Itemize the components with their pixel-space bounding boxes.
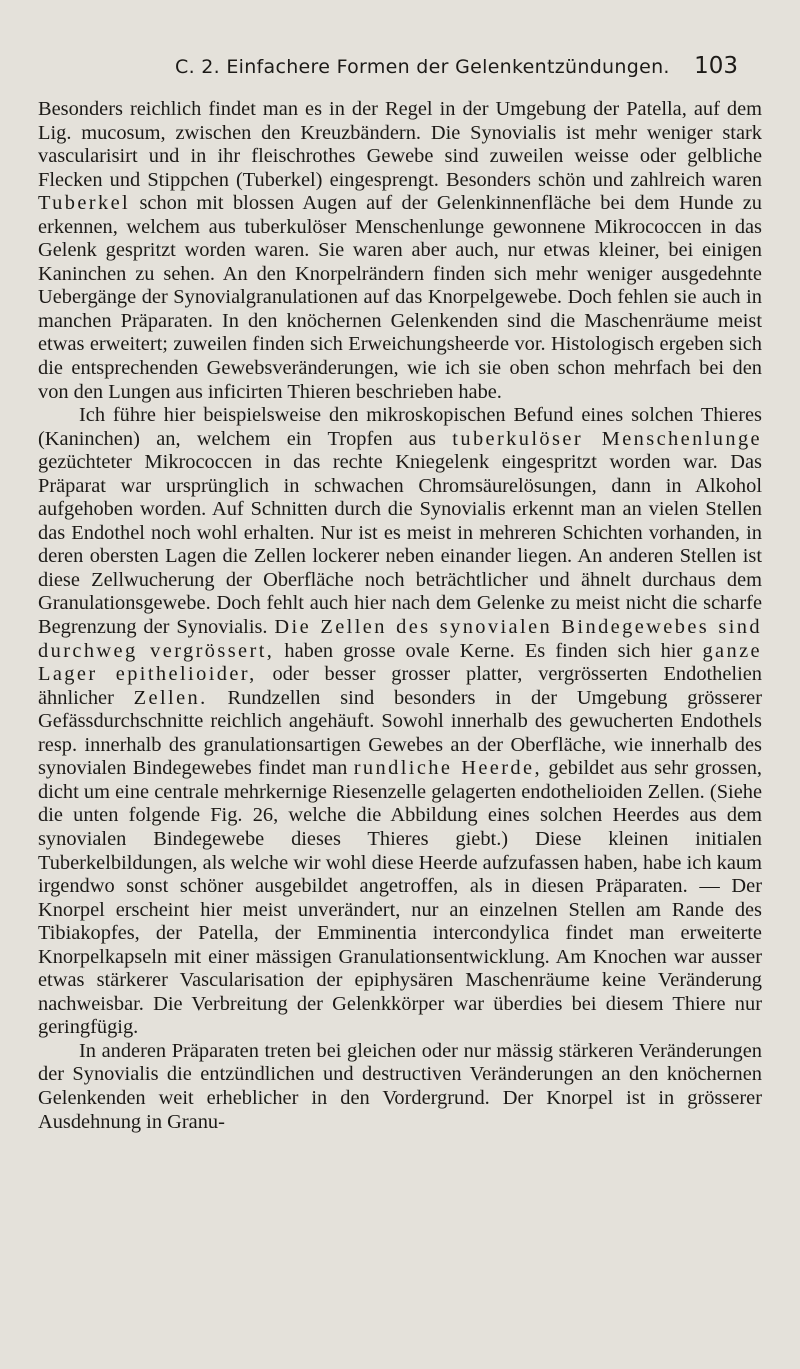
text-run: gebildet aus sehr grossen, dicht um eine centrale mehrkernige Riesenzelle gelagerten endothelioiden Zellen. (Siehe die unten folgende Fig. 26, welche die Abbildung eines solchen Heerdes aus dem synovialen Bindegewebe dieses Thieres giebt.) Diese kleinen initialen Tuberkelbildungen, als welche wir wohl diese Heerde aufzufassen haben, habe ich kaum irgendwo sonst schöner ausgebildet angetroffen, als in diesen Präparaten. — Der Knorpel erscheint hier meist unverändert, nur an einzelnen Stellen am Rande des Tibiakopfes, der Patella, der Emminentia intercondylica findet man erweiterte Knorpelkapseln mit einer mässigen Granulationsentwicklung. Am Knochen war ausser etwas stärkerer Vascularisation der epiphysären Maschenräume keine Veränderung nachweisbar. Die Verbreitung der Gelenkkörper war überdies bei diesem Thiere nur geringfügig. bbox=[38, 757, 762, 1039]
emphasized-text: ganze Lager epithelioider, bbox=[38, 639, 762, 686]
running-header bbox=[0, 53, 800, 96]
text-run: Rundzellen sind besonders in der Umgebung grösserer Gefässdurchschnitte reichlich angehäuft. Sowohl innerhalb des gewucherten Endothels resp. innerhalb des granulationsartigen Gewebes an der Oberfläche, wie innerhalb des synovialen Bindegewebes findet man bbox=[38, 686, 762, 780]
paragraph bbox=[38, 98, 762, 404]
body-text bbox=[38, 98, 762, 1134]
text-run: Besonders reichlich findet man es in der Regel in der Umgebung der Patella, auf dem Lig. mucosum, zwischen den Kreuzbändern. Die Synovialis ist mehr weniger stark vascularisirt und in ihr fleischrothes Gewebe sind zuweilen weisse oder gelbliche Flecken und Stippchen (Tuberkel) eingesprengt. Besonders schön und zahlreich waren bbox=[38, 98, 762, 191]
paragraph bbox=[38, 1040, 762, 1134]
text-run: haben grosse ovale Kerne. Es finden sich hier bbox=[274, 639, 703, 662]
text-run: gezüchteter Mikrococcen in das rechte Kniegelenk eingespritzt worden war. Das Präparat war ursprünglich in schwachen Chromsäurelösungen, dann in Alkohol aufgehoben worden. Auf Schnitten durch die Synovialis erkennt man an vielen Stellen das Endothel noch wohl erhalten. Nur ist es meist in mehreren Schichten vorhanden, in deren obersten Lagen die Zellen lockerer neben einander liegen. An anderen Stellen ist diese Zellwucherung der Oberfläche noch beträchtlicher und ähnelt durchaus dem Granulationsgewebe. Doch fehlt auch hier nach dem Gelenke zu meist nicht die scharfe Begrenzung der Synovialis. bbox=[38, 451, 762, 639]
emphasized-text: Zellen. bbox=[133, 686, 208, 709]
emphasized-text: Die Zellen des synovialen Bindegewebes sind durchweg vergrössert, bbox=[38, 616, 762, 662]
text-run: In anderen Präparaten treten bei gleichen oder nur mässig stärkeren Veränderungen der Synovialis die entzündlichen und destructiven Veränderungen an den knöchernen Gelenkenden weit erheblicher in den Vordergrund. Der Knorpel ist in grösserer Ausdehnung in Granu- bbox=[38, 1039, 762, 1133]
emphasized-text: Tuberkel bbox=[38, 192, 131, 215]
text-run: schon mit blossen Augen auf der Gelenkinnenfläche bei dem Hunde zu erkennen, welchem aus tuberkulöser Menschenlunge gewonnene Mikrococcen in das Gelenk gespritzt worden waren. Sie waren aber auch, nur etwas kleiner, bei einigen Kaninchen zu sehen. An den Knorpelrändern finden sich mehr weniger ausgedehnte Uebergänge der Synovialgranulationen auf das Knorpelgewebe. Doch fehlen sie auch in manchen Präparaten. In den knöchernen Gelenkenden sind die Maschenräume meist etwas erweitert; zuweilen finden sich Erweichungsheerde vor. Histologisch ergeben sich die entsprechenden Gewebsveränderungen, wie ich sie oben schon mehrfach bei den von den Lungen aus inficirten Thieren beschrieben habe. bbox=[38, 192, 762, 403]
text-run: oder besser grosser platter, vergrösserten Endothelien ähnlicher bbox=[38, 663, 762, 709]
emphasized-text: rundliche Heerde, bbox=[353, 757, 542, 780]
emphasized-text: tuberkulöser Menschenlunge bbox=[452, 427, 763, 450]
paragraph bbox=[38, 404, 762, 1040]
running-title: C. 2. Einfachere Formen der Gelenkentzündungen. bbox=[175, 56, 670, 78]
page-number: 103 bbox=[694, 53, 738, 79]
text-run: Ich führe hier beispielsweise den mikroskopischen Befund eines solchen Thieres (Kaninchen) an, welchem ein Tropfen aus bbox=[38, 404, 762, 450]
